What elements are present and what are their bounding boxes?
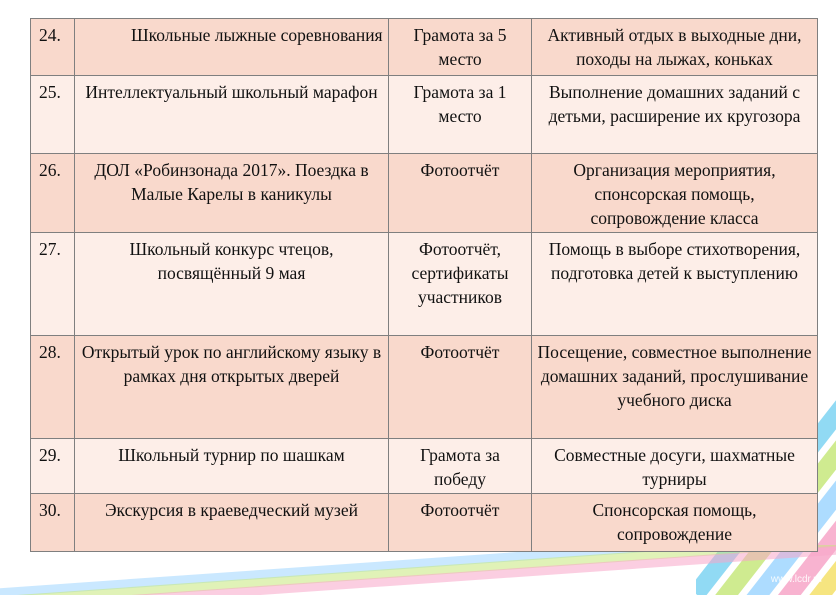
- event-cell: ДОЛ «Робинзонада 2017». Поездка в Малые Карелы в каникулы: [75, 154, 389, 233]
- table-row: [31, 19, 818, 76]
- event-cell: Экскурсия в краеведческий музей: [75, 494, 389, 552]
- result-cell: Грамота за 1 место: [389, 76, 532, 154]
- parent-help-cell: Активный отдых в выходные дни, походы на лыжах, коньках: [532, 19, 818, 76]
- event-cell: Открытый урок по английскому языку в рамках дня открытых дверей: [75, 336, 389, 439]
- result-cell: Фотоотчёт: [389, 494, 532, 552]
- decorative-stripe: [0, 545, 836, 595]
- row-number: 24.: [31, 19, 75, 76]
- parent-help-cell: Выполнение домашних заданий с детьми, расширение их кругозора: [532, 76, 818, 154]
- table-row: [31, 439, 818, 494]
- table-row: [31, 494, 818, 552]
- row-number: 27.: [31, 233, 75, 336]
- table-row: [31, 233, 818, 336]
- table-row: [31, 336, 818, 439]
- event-cell: Школьный конкурс чтецов, посвящённый 9 мая: [75, 233, 389, 336]
- event-cell: Школьные лыжные соревнования: [75, 19, 389, 76]
- result-cell: Фотоотчёт, сертификаты участников: [389, 233, 532, 336]
- result-cell: Грамота за 5 место: [389, 19, 532, 76]
- activities-table: [30, 18, 818, 552]
- watermark: www.lcdr.ru: [770, 574, 822, 585]
- result-cell: Фотоотчёт: [389, 336, 532, 439]
- parent-help-cell: Спонсорская помощь, сопровождение: [532, 494, 818, 552]
- result-cell: Грамота за победу: [389, 439, 532, 494]
- parent-help-cell: Совместные досуги, шахматные турниры: [532, 439, 818, 494]
- parent-help-cell: Организация мероприятия, спонсорская помощь, сопровождение класса: [532, 154, 818, 233]
- result-cell: Фотоотчёт: [389, 154, 532, 233]
- row-number: 26.: [31, 154, 75, 233]
- row-number: 30.: [31, 494, 75, 552]
- row-number: 28.: [31, 336, 75, 439]
- table-row: [31, 76, 818, 154]
- event-cell: Интеллектуальный школьный марафон: [75, 76, 389, 154]
- row-number: 29.: [31, 439, 75, 494]
- table-row: [31, 154, 818, 233]
- row-number: 25.: [31, 76, 75, 154]
- parent-help-cell: Помощь в выборе стихотворения, подготовка детей к выступлению: [532, 233, 818, 336]
- parent-help-cell: Посещение, совместное выполнение домашних заданий, прослушивание учебного диска: [532, 336, 818, 439]
- decorative-bottom-band: [0, 545, 836, 595]
- event-cell: Школьный турнир по шашкам: [75, 439, 389, 494]
